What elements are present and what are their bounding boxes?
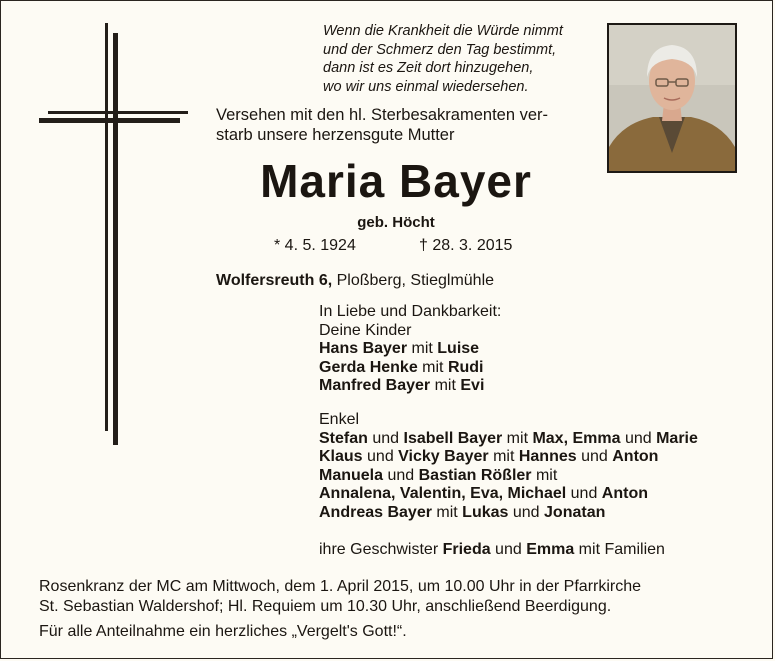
intro-line: starb unsere herzensgute Mutter: [216, 126, 455, 144]
text-segment: mit: [417, 358, 448, 376]
intro-line: Versehen mit den hl. Sterbesakramenten ver-: [216, 106, 549, 124]
text-segment: Anton: [601, 485, 648, 503]
child-line: [319, 359, 501, 378]
service-line: Rosenkranz der MC am Mittwoch, dem 1. April 2015, um 10.00 Uhr in der Pfarrkirche: [39, 578, 642, 595]
text-segment: und: [362, 448, 399, 466]
birth-date: * 4. 5. 1924: [274, 237, 356, 254]
cross-icon-horizontal-thin: [48, 111, 188, 114]
maiden-name: geb. Höcht: [357, 214, 435, 231]
poem-line: Wenn die Krankheit die Würde nimmt: [323, 23, 563, 39]
grandchildren-line: [319, 430, 698, 449]
service-line: St. Sebastian Waldershof; Hl. Requiem um 10.30 Uhr, anschließend Beerdigung.: [39, 597, 612, 615]
children-heading: Deine Kinder: [319, 321, 412, 339]
text-segment: und: [383, 466, 419, 484]
child-line: [319, 340, 501, 359]
text-segment: Frieda: [442, 541, 491, 558]
text-segment: mit: [431, 503, 463, 521]
thanks-line: Für alle Anteilnahme ein herzliches „Vergelt's Gott!“.: [39, 623, 407, 640]
poem-line: dann ist es Zeit dort hinzugehen,: [323, 60, 534, 76]
text-segment: mit: [531, 466, 558, 484]
text-segment: und: [490, 541, 527, 558]
text-segment: mit Familien: [574, 541, 665, 558]
text-segment: Annalena, Valentin, Eva, Michael: [319, 485, 567, 503]
grandchildren-line: [319, 485, 698, 504]
grandchildren-line: [319, 504, 698, 523]
text-segment: Vicky Bayer: [398, 448, 489, 466]
text-segment: Hannes: [518, 448, 577, 466]
text-segment: Bastian Rößler: [418, 466, 532, 484]
grandchildren-line: [319, 448, 698, 467]
text-segment: und: [508, 503, 545, 521]
intro-text: [216, 105, 596, 145]
text-segment: Emma: [526, 541, 575, 558]
text-segment: Manuela: [319, 466, 384, 484]
cross-icon-vertical-thick: [113, 33, 118, 445]
text-segment: Stefan: [319, 429, 368, 447]
text-segment: ihre Geschwister: [319, 541, 443, 558]
text-segment: mit: [430, 377, 461, 395]
text-segment: Andreas Bayer: [319, 503, 432, 521]
cross-icon-horizontal-thick: [39, 118, 180, 123]
mourners-siblings: [319, 541, 665, 559]
mourners-heading: In Liebe und Dankbarkeit:: [319, 303, 502, 320]
poem: [323, 22, 593, 96]
text-segment: Klaus: [319, 448, 363, 466]
text-segment: Luise: [437, 340, 480, 358]
text-segment: Gerda Henke: [319, 358, 418, 376]
grandchildren-line: [319, 467, 698, 486]
text-segment: Evi: [460, 377, 485, 395]
death-date: † 28. 3. 2015: [419, 237, 513, 254]
mourners-children: [319, 303, 501, 396]
text-segment: und: [367, 429, 404, 447]
address-place: Ploßberg, Stieglmühle: [332, 272, 495, 289]
funeral-service-info: [39, 577, 641, 616]
poem-line: und der Schmerz den Tag bestimmt,: [323, 41, 557, 58]
text-segment: Jonatan: [544, 503, 606, 521]
text-segment: Hans Bayer: [319, 340, 408, 358]
portrait-photo: [607, 23, 737, 173]
text-segment: und: [620, 429, 657, 447]
poem-line: wo wir uns einmal wiedersehen.: [323, 78, 529, 95]
text-segment: und: [576, 448, 613, 466]
text-segment: Lukas: [462, 503, 509, 521]
text-segment: Rudi: [447, 358, 484, 376]
text-segment: und: [566, 485, 602, 503]
text-segment: Isabell Bayer: [403, 429, 503, 447]
child-line: [319, 377, 501, 396]
text-segment: mit: [488, 448, 519, 466]
text-segment: Manfred Bayer: [319, 377, 431, 395]
deceased-name: Maria Bayer: [260, 155, 532, 207]
address-street: Wolfersreuth 6,: [216, 272, 333, 289]
cross-icon-vertical-thin: [105, 23, 108, 431]
grandchildren-heading: Enkel: [319, 411, 360, 428]
text-segment: Anton: [612, 448, 659, 466]
text-segment: Max, Emma: [532, 429, 621, 447]
text-segment: Marie: [656, 429, 698, 447]
mourners-grandchildren: [319, 411, 698, 523]
text-segment: mit: [502, 429, 533, 447]
address: [216, 272, 494, 290]
text-segment: mit: [407, 340, 438, 358]
